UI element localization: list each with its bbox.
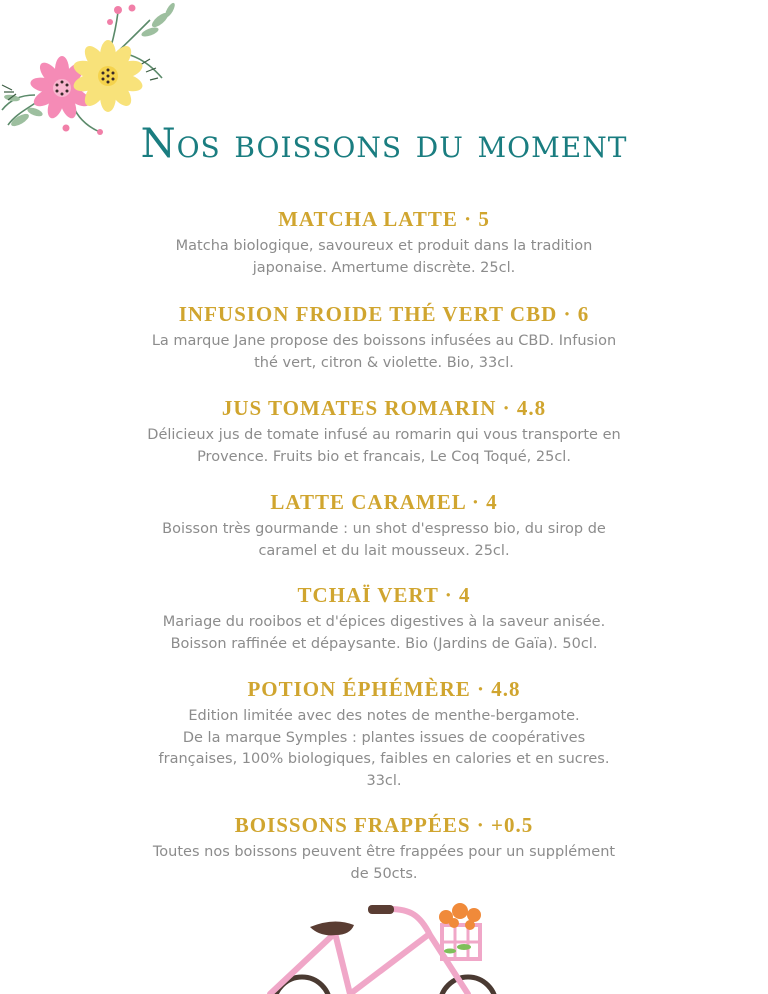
bicycle-icon bbox=[250, 895, 530, 994]
menu-item-description: Edition limitée avec des notes de menthe-bergamote. De la marque Symples : plantes issues de coopératives françaises, 100% biologiques, faibles en calories et en sucres. 33cl. bbox=[158, 708, 610, 789]
menu-item-separator: · bbox=[470, 677, 492, 701]
menu-item-title bbox=[130, 206, 638, 232]
menu-item bbox=[130, 301, 638, 374]
menu-item bbox=[130, 812, 638, 885]
menu-item bbox=[130, 395, 638, 468]
menu-item-separator: · bbox=[496, 396, 517, 420]
menu-item-description: La marque Jane propose des boissons infusées au CBD. Infusion thé vert, citron & violette. Bio, 33cl. bbox=[151, 333, 617, 371]
menu-item-description: Mariage du rooibos et d'épices digestives à la saveur anisée. Boisson raffinée et dépaysante. Bio (Jardins de Gaïa). 50cl. bbox=[162, 614, 606, 652]
menu-item-name: MATCHA LATTE bbox=[278, 207, 458, 231]
menu-item-name: BOISSONS FRAPPÉES bbox=[234, 813, 477, 837]
menu-item-separator: · bbox=[465, 490, 487, 514]
page-title: Nos boissons du moment bbox=[140, 121, 628, 167]
menu-item-price: 5 bbox=[478, 207, 490, 231]
menu-item-price: +0.5 bbox=[491, 813, 534, 837]
menu-item-separator: · bbox=[557, 302, 578, 326]
menu-item-title bbox=[130, 489, 638, 515]
menu-item-name: LATTE CARAMEL bbox=[270, 490, 466, 514]
menu-item-title bbox=[130, 301, 638, 327]
menu-item-name: JUS TOMATES ROMARIN bbox=[221, 396, 497, 420]
menu-item-name: TCHAÏ VERT bbox=[297, 583, 439, 607]
menu-item-title bbox=[130, 812, 638, 838]
menu-item-separator: · bbox=[457, 207, 479, 231]
menu-item-title bbox=[130, 676, 638, 702]
menu-item-separator: · bbox=[476, 813, 492, 837]
menu-item-price: 4 bbox=[486, 490, 498, 514]
menu-item-description: Toutes nos boissons peuvent être frappées pour un supplément de 50cts. bbox=[152, 844, 616, 882]
menu-item bbox=[130, 206, 638, 279]
menu-item-title bbox=[130, 395, 638, 421]
menu-item-name: POTION ÉPHÉMÈRE bbox=[247, 677, 471, 701]
menu-item bbox=[130, 582, 638, 655]
menu-item-price: 4.8 bbox=[491, 677, 521, 701]
menu-item-price: 4 bbox=[458, 583, 471, 607]
menu-item-name: INFUSION FROIDE THÉ VERT CBD bbox=[178, 302, 558, 326]
menu-item bbox=[130, 676, 638, 792]
menu-item-price: 6 bbox=[577, 302, 590, 326]
menu-item-price: 4.8 bbox=[516, 396, 547, 420]
menu-item-description: Matcha biologique, savoureux et produit dans la tradition japonaise. Amertume discrète. 25cl. bbox=[175, 238, 593, 276]
menu-item-description: Boisson très gourmande : un shot d'espresso bio, du sirop de caramel et du lait mousseux. 25cl. bbox=[162, 521, 606, 559]
menu-item-description: Délicieux jus de tomate infusé au romarin qui vous transporte en Provence. Fruits bio et francais, Le Coq Toqué, 25cl. bbox=[147, 427, 621, 465]
menu-item bbox=[130, 489, 638, 562]
menu-item-title bbox=[130, 582, 638, 608]
menu-item-separator: · bbox=[438, 583, 459, 607]
